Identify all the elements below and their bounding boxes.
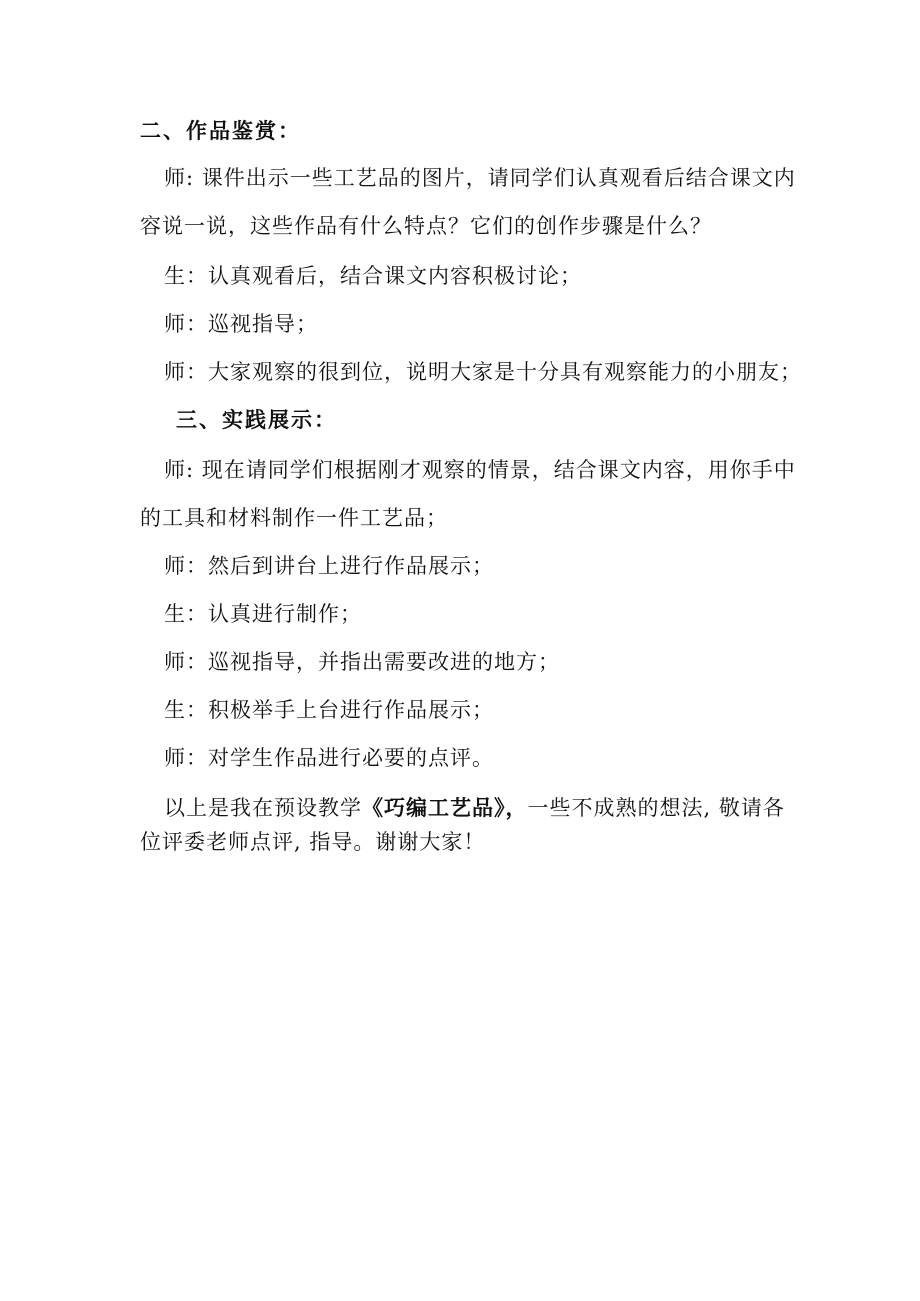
paragraph-line: 师：然后到讲台上进行作品展示； (164, 554, 494, 578)
paragraph-line: 的工具和材料制作一件工艺品； (140, 506, 448, 530)
closing-line (164, 793, 785, 823)
paragraph-line: 师: 现在请同学们根据刚才观察的情景，结合课文内容，用你手中 (164, 458, 796, 482)
paragraph-line: 师：巡视指导； (164, 312, 318, 336)
closing-line-2: 位评委老师点评, 指导。谢谢大家！ (140, 830, 486, 854)
closing-prefix: 以上是我在预设教学 (164, 796, 362, 820)
section-heading-appreciation: 二、作品鉴赏： (140, 118, 301, 143)
paragraph-line: 师：大家观察的很到位，说明大家是十分具有观察能力的小朋友； (164, 360, 802, 384)
closing-suffix: 一些不成熟的想法, 敬请各 (527, 796, 785, 820)
lesson-title: 《巧编工艺品》， (362, 795, 528, 820)
paragraph-line: 生：积极举手上台进行作品展示； (164, 698, 494, 722)
paragraph-line: 师：对学生作品进行必要的点评。 (164, 746, 494, 770)
paragraph-line: 容说一说，这些作品有什么特点？它们的创作步骤是什么？ (140, 214, 712, 238)
section-heading-practice: 三、实践展示： (176, 407, 337, 432)
paragraph-line: 师: 课件出示一些工艺品的图片，请同学们认真观看后结合课文内 (164, 166, 796, 190)
paragraph-line: 师：巡视指导，并指出需要改进的地方； (164, 650, 560, 674)
paragraph-line: 生：认真观看后，结合课文内容积极讨论； (164, 264, 582, 288)
paragraph-line: 生：认真进行制作； (164, 602, 362, 626)
